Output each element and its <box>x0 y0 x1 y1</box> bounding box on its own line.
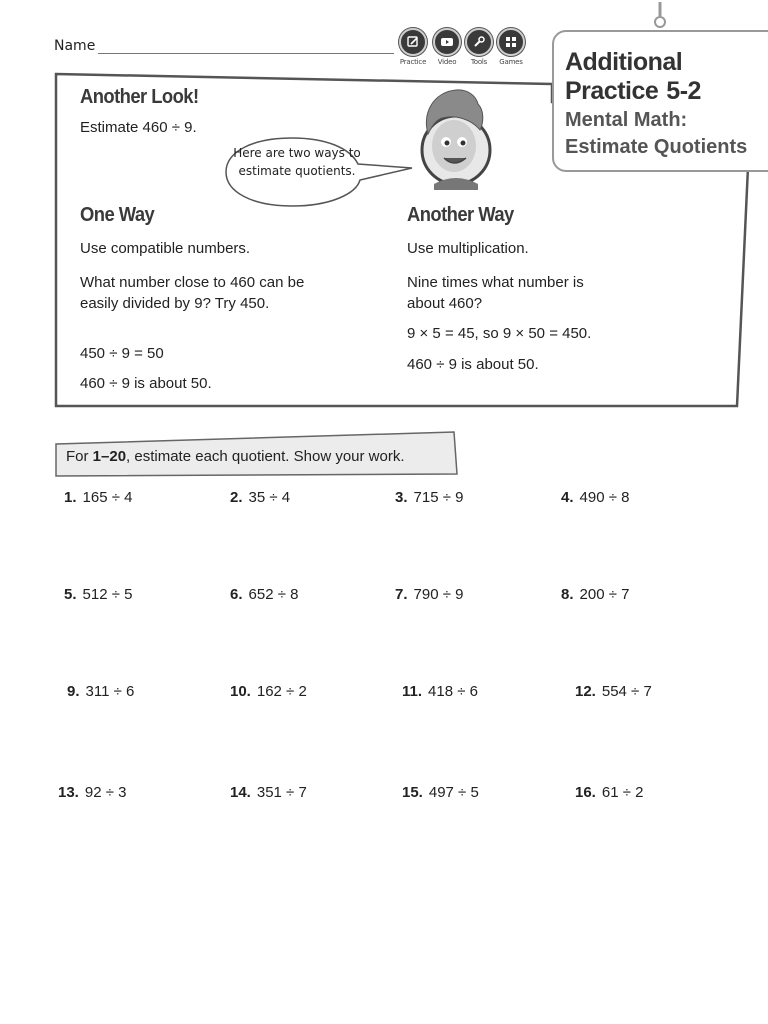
another-way-step-4: 460 ÷ 9 is about 50. <box>407 356 539 373</box>
one-way-step-4: 460 ÷ 9 is about 50. <box>80 375 212 392</box>
problem-3[interactable] <box>395 489 463 506</box>
another-way-step-1: Use multiplication. <box>407 240 529 257</box>
problem-number: 9. <box>67 683 80 700</box>
problem-expression: 490 ÷ 8 <box>579 489 630 506</box>
another-look-heading: Another Look! <box>80 86 199 108</box>
games-icon <box>497 28 525 56</box>
lesson-number: 5-2 <box>666 77 701 105</box>
tools-resource-button[interactable] <box>464 28 494 66</box>
name-label: Name <box>54 38 96 54</box>
problem-16[interactable] <box>575 784 643 801</box>
problem-number: 4. <box>561 489 574 506</box>
problem-4[interactable] <box>561 489 629 506</box>
practice-label: Practice <box>399 58 427 66</box>
another-way-heading: Another Way <box>407 204 514 226</box>
problem-13[interactable] <box>58 784 126 801</box>
estimate-prompt: Estimate 460 ÷ 9. <box>80 119 197 136</box>
problem-expression: 165 ÷ 4 <box>82 489 133 506</box>
problem-number: 1. <box>64 489 77 506</box>
problem-number: 13. <box>58 784 79 801</box>
problem-number: 8. <box>561 586 574 603</box>
another-way-step-3: 9 × 5 = 45, so 9 × 50 = 450. <box>407 325 592 342</box>
problem-number: 16. <box>575 784 596 801</box>
problem-number: 12. <box>575 683 596 700</box>
problem-expression: 790 ÷ 9 <box>413 586 464 603</box>
problem-number: 5. <box>64 586 77 603</box>
problem-expression: 351 ÷ 7 <box>256 784 307 801</box>
problem-5[interactable] <box>64 586 132 603</box>
problem-expression: 61 ÷ 2 <box>601 784 644 801</box>
another-way-step-2: Nine times what number is about 460? <box>407 274 584 312</box>
one-way-heading: One Way <box>80 204 155 226</box>
problem-expression: 311 ÷ 6 <box>85 683 135 700</box>
problem-expression: 512 ÷ 5 <box>82 586 133 603</box>
problem-14[interactable] <box>230 784 307 801</box>
problem-expression: 162 ÷ 2 <box>256 683 307 700</box>
video-label: Video <box>437 58 457 66</box>
name-field[interactable] <box>98 53 394 54</box>
problem-number: 14. <box>230 784 251 801</box>
problem-7[interactable] <box>395 586 463 603</box>
title-additional: Additional <box>565 48 683 76</box>
character-avatar <box>412 86 494 190</box>
one-way-step-1: Use compatible numbers. <box>80 240 251 257</box>
subtitle-line1: Mental Math: <box>565 109 688 131</box>
title-practice <box>565 77 701 106</box>
problem-number: 15. <box>402 784 423 801</box>
problem-8[interactable] <box>561 586 629 603</box>
problem-expression: 35 ÷ 4 <box>248 489 291 506</box>
practice-resource-button[interactable] <box>398 28 428 66</box>
instruction-range: 1–20 <box>92 448 127 465</box>
play-icon <box>433 28 461 56</box>
problem-1[interactable] <box>64 489 132 506</box>
video-resource-button[interactable] <box>432 28 462 66</box>
binder-ring-icon <box>652 2 668 32</box>
problem-number: 3. <box>395 489 408 506</box>
problem-11[interactable] <box>402 683 478 700</box>
problem-expression: 92 ÷ 3 <box>84 784 127 801</box>
problem-expression: 554 ÷ 7 <box>601 683 652 700</box>
problem-expression: 200 ÷ 7 <box>579 586 630 603</box>
instruction-prefix: For <box>66 448 93 465</box>
problem-number: 10. <box>230 683 251 700</box>
games-resource-button[interactable] <box>496 28 526 66</box>
instruction-suffix: , estimate each quotient. Show your work. <box>126 448 405 465</box>
problem-expression: 497 ÷ 5 <box>428 784 479 801</box>
problem-number: 2. <box>230 489 243 506</box>
problem-expression: 652 ÷ 8 <box>248 586 299 603</box>
pencil-icon <box>399 28 427 56</box>
title-practice-word: Practice <box>565 77 659 105</box>
problem-number: 6. <box>230 586 243 603</box>
one-way-step-3: 450 ÷ 9 = 50 <box>80 345 164 362</box>
problem-15[interactable] <box>402 784 479 801</box>
problem-expression: 418 ÷ 6 <box>428 683 478 700</box>
tools-label: Tools <box>470 58 488 66</box>
one-way-step-2: What number close to 460 can be easily divided by 9? Try 450. <box>80 274 305 312</box>
subtitle-line2: Estimate Quotients <box>565 136 748 158</box>
wrench-icon <box>465 28 493 56</box>
problem-number: 7. <box>395 586 408 603</box>
problem-9[interactable] <box>67 683 134 700</box>
games-label: Games <box>499 58 523 66</box>
problem-12[interactable] <box>575 683 652 700</box>
instruction-text <box>66 448 405 465</box>
problem-10[interactable] <box>230 683 307 700</box>
problem-6[interactable] <box>230 586 298 603</box>
speech-bubble-text: Here are two ways to estimate quotients. <box>233 146 361 178</box>
problem-2[interactable] <box>230 489 290 506</box>
problem-expression: 715 ÷ 9 <box>413 489 464 506</box>
problem-number: 11. <box>402 683 423 700</box>
